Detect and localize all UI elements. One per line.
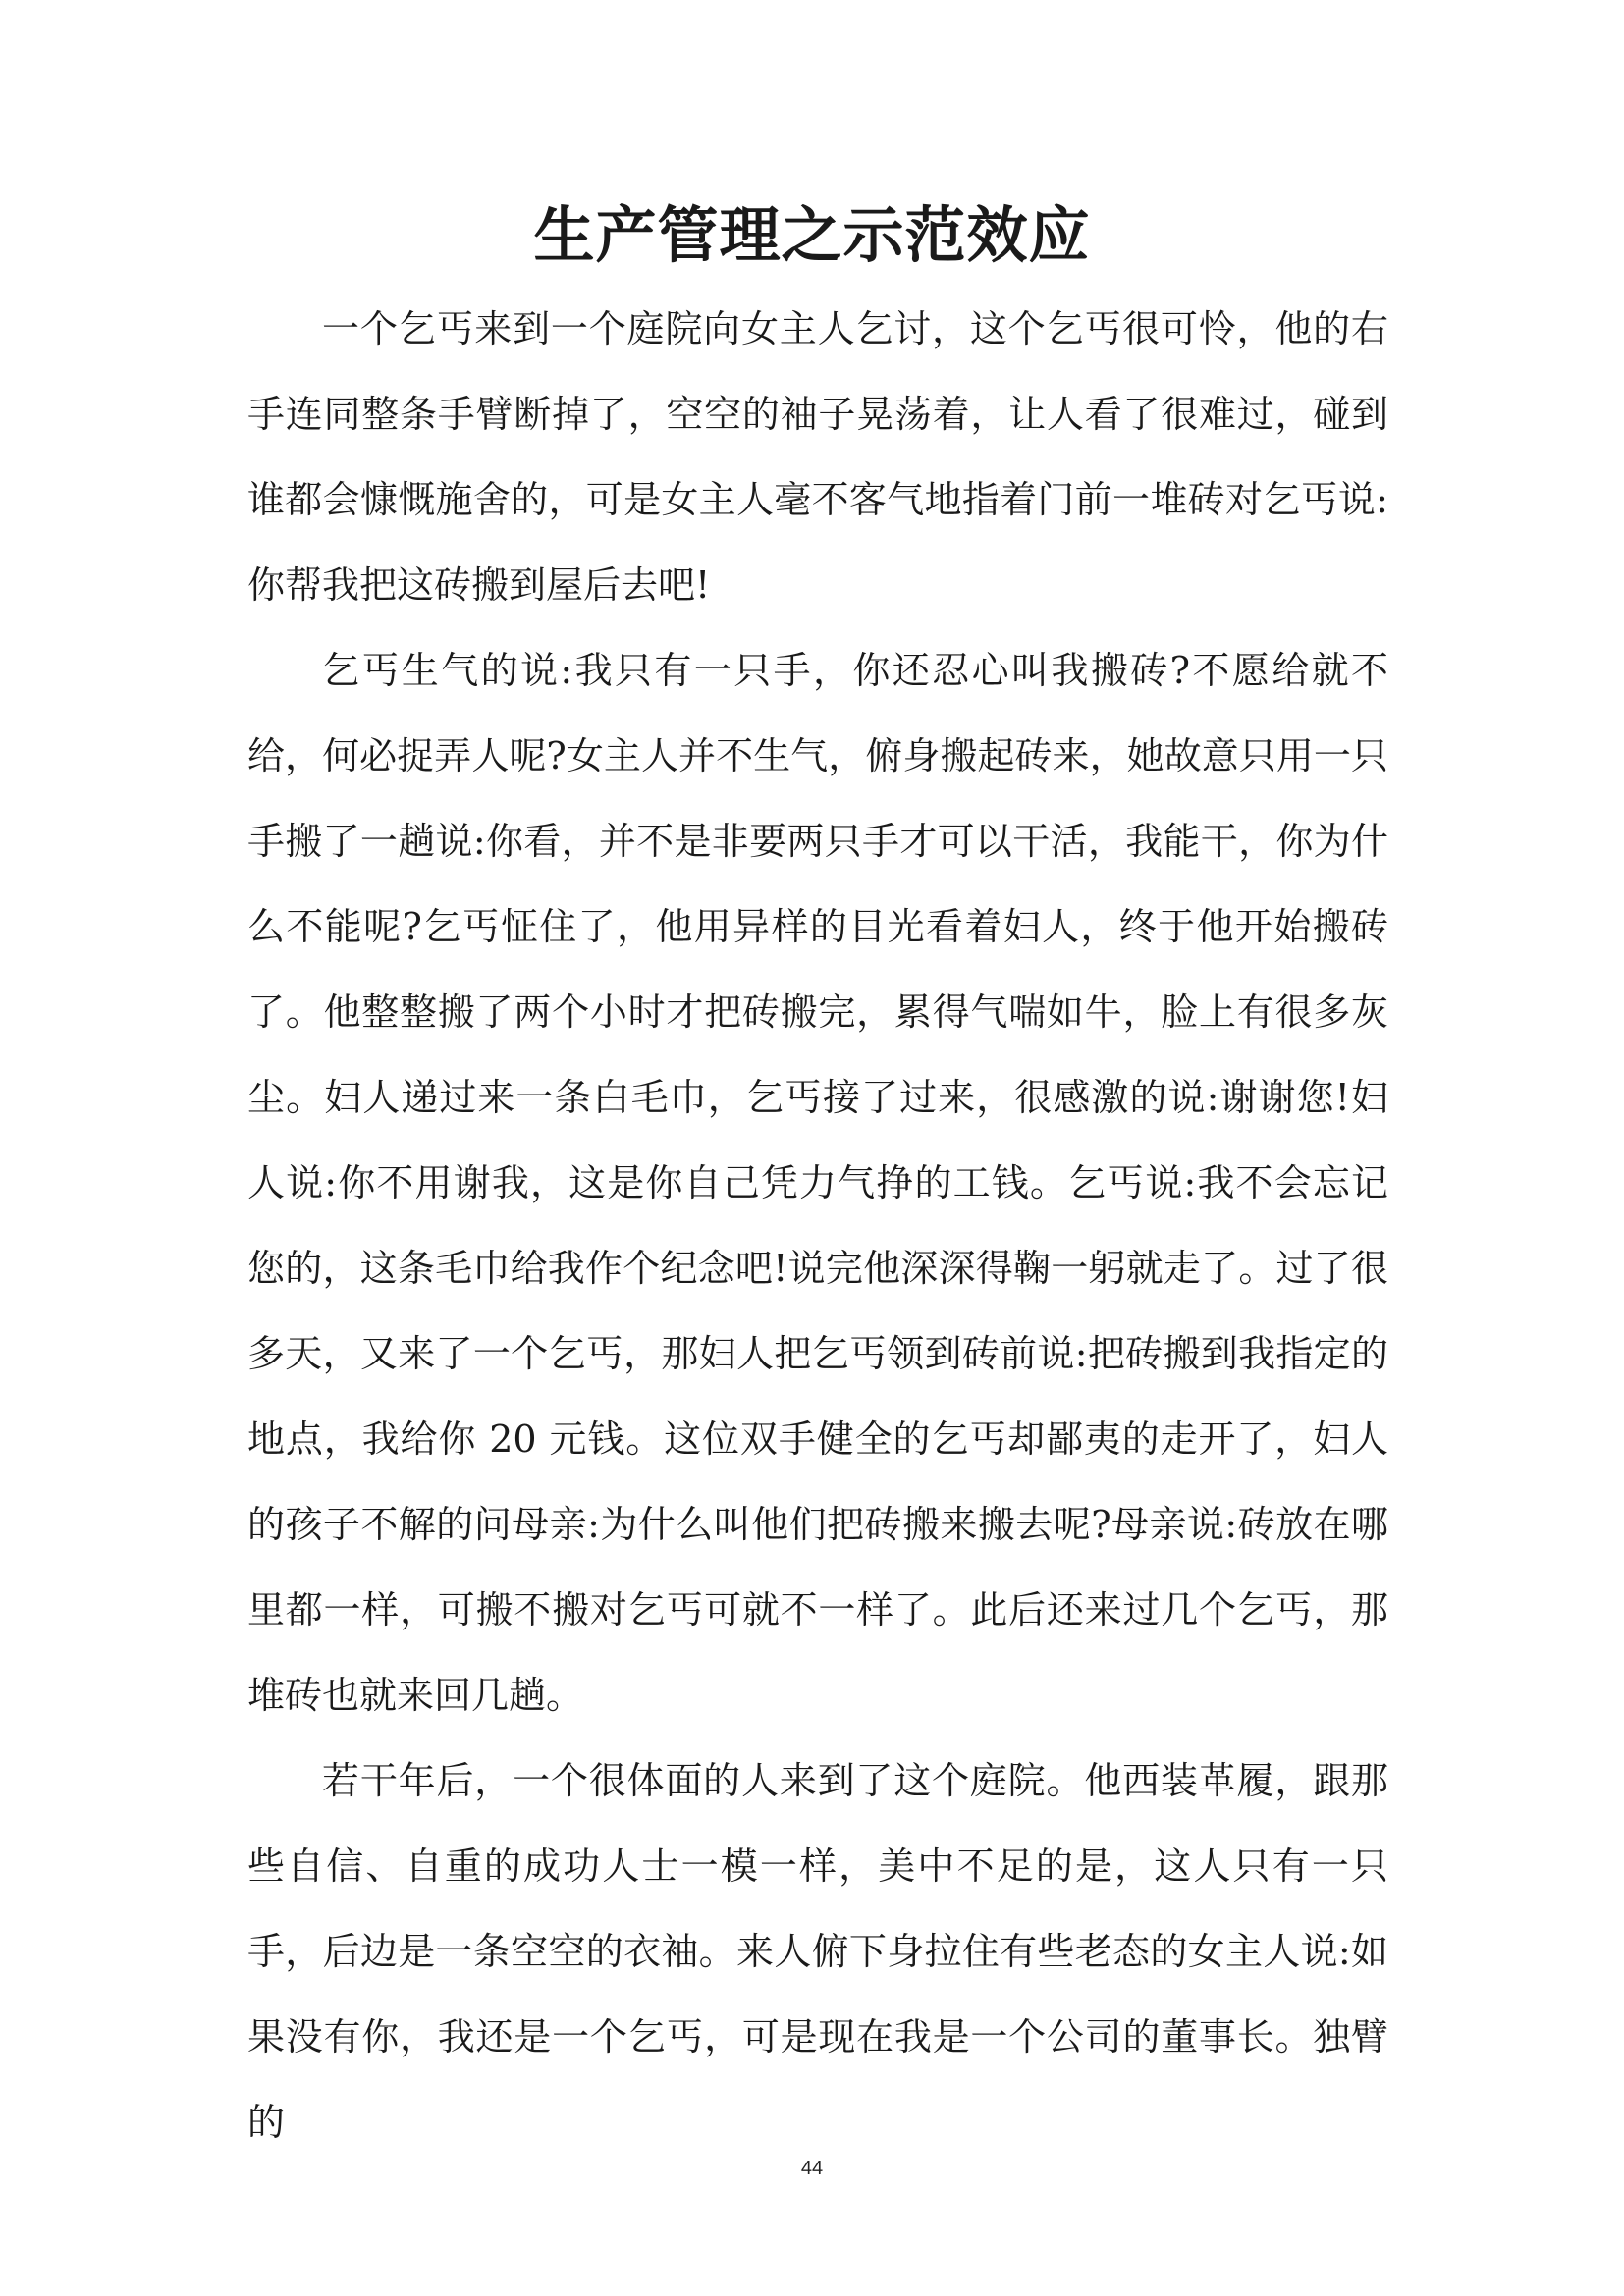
document-body bbox=[247, 287, 1388, 2165]
paragraph-3: 若干年后，一个很体面的人来到了这个庭院。他西装革履，跟那些自信、自重的成功人士一模一样，美中不足的是，这人只有一只手，后边是一条空空的衣袖。来人俯下身拉住有些老态的女主人说:如果没有你，我还是一个乞丐，可是现在我是一个公司的董事长。独臂的 bbox=[247, 1759, 1388, 2144]
page-number: 44 bbox=[800, 2158, 824, 2179]
paragraph-1: 一个乞丐来到一个庭院向女主人乞讨，这个乞丐很可怜，他的右手连同整条手臂断掉了，空空的袖子晃荡着，让人看了很难过，碰到谁都会慷慨施舍的，可是女主人毫不客气地指着门前一堆砖对乞丐说:你帮我把这砖搬到屋后去吧! bbox=[247, 307, 1388, 607]
document-title: 生产管理之示范效应 bbox=[533, 199, 1091, 271]
paragraph-2: 乞丐生气的说:我只有一只手，你还忍心叫我搬砖?不愿给就不给，何必捉弄人呢?女主人并不生气，俯身搬起砖来，她故意只用一只手搬了一趟说:你看，并不是非要两只手才可以干活，我能干，你为什么不能呢?乞丐怔住了，他用异样的目光看着妇人，终于他开始搬砖了。他整整搬了两个小时才把砖搬完，累得气喘如牛，脸上有很多灰尘。妇人递过来一条白毛巾，乞丐接了过来，很感激的说:谢谢您!妇人说:你不用谢我，这是你自己凭力气挣的工钱。乞丐说:我不会忘记您的，这条毛巾给我作个纪念吧!说完他深深得鞠一躬就走了。过了很多天，又来了一个乞丐，那妇人把乞丐领到砖前说:把砖搬到我指定的地点，我给你 20 元钱。这位双手健全的乞丐却鄙夷的走开了，妇人的孩子不解的问母亲:为什么叫他们把砖搬来搬去呢?母亲说:砖放在哪里都一样，可搬不搬对乞丐可就不一样了。此后还来过几个乞丐，那堆砖也就来回几趟。 bbox=[247, 649, 1388, 1717]
